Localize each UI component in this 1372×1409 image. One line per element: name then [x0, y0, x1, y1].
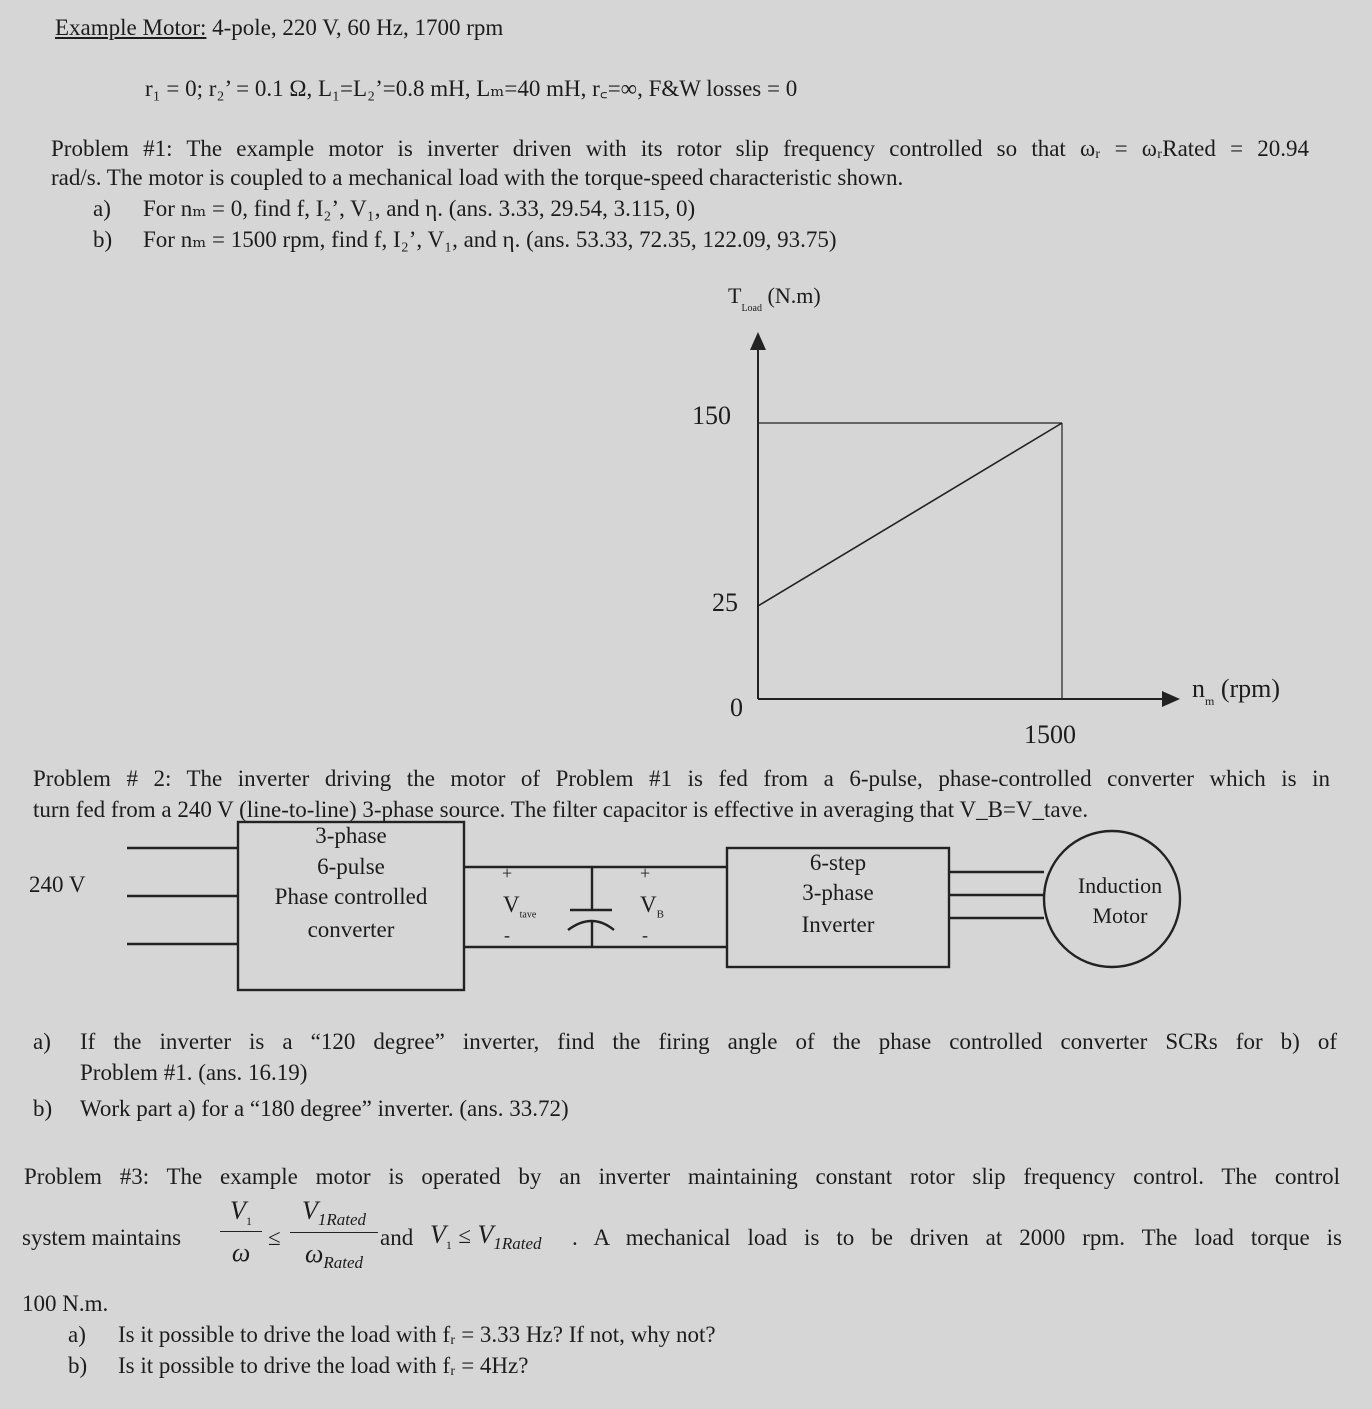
- problem3-a-text: Is it possible to drive the load with fᵣ = 3.33 Hz? If not, why not?: [118, 1322, 716, 1347]
- problem3-a-marker: a): [68, 1322, 86, 1347]
- problem2-b-text: Work part a) for a “180 degree” inverter. (ans. 33.72): [80, 1096, 569, 1121]
- problem2-b-marker: b): [33, 1096, 53, 1121]
- problem3-line3: 100 N.m.: [22, 1291, 109, 1316]
- v1-inequality: [430, 1220, 542, 1254]
- converter-line2: 6-pulse: [317, 854, 385, 879]
- fraction2-numerator-subscript: 1Rated: [317, 1210, 367, 1230]
- vb-minus: -: [642, 925, 648, 945]
- problem1-b-text: For nₘ = 1500 rpm, find f, I₂’, V₁, and η. (ans. 53.33, 72.35, 122.09, 93.75): [143, 227, 837, 252]
- le-sign-2: ≤: [458, 1223, 472, 1248]
- x-tick-1500: 1500: [1024, 720, 1076, 749]
- fraction2-denominator-symbol: ω: [304, 1239, 324, 1269]
- problem2-line1: Problem # 2: The inverter driving the motor of Problem #1 is fed from a 6-pulse, phase-controlled converter which is in: [33, 766, 1330, 791]
- motor-parameters: r₁ = 0; r₂’ = 0.1 Ω, L₁=L₂’=0.8 mH, Lₘ=40 mH, r꜀=∞, F&W losses = 0: [145, 76, 798, 101]
- y-tick-25: 25: [712, 588, 738, 617]
- converter-line1: 3-phase: [315, 823, 387, 848]
- fraction2-numerator-symbol: V: [301, 1196, 318, 1225]
- problem3-line1: Problem #3: The example motor is operated by an inverter maintaining constant rotor slip frequency control. The control: [24, 1164, 1340, 1189]
- header-label: Example Motor:: [55, 15, 207, 40]
- induction-motor-symbol: [1044, 831, 1180, 967]
- problem1-line2: rad/s. The motor is coupled to a mechanical load with the torque-speed characteristic shown.: [51, 165, 904, 190]
- y-axis-label: $T_{Load}$ (N.m): [728, 283, 821, 314]
- and-word: and: [380, 1225, 414, 1250]
- fraction2-denominator: [290, 1232, 378, 1273]
- problem2-line2: turn fed from a 240 V (line-to-line) 3-phase source. The filter capacitor is effective in averaging that V_B=V_tave.: [33, 797, 1089, 822]
- converter-line4: converter: [307, 917, 395, 942]
- y-tick-0: 0: [730, 693, 743, 722]
- vtave-label: V: [503, 892, 520, 917]
- fraction2-numerator: [290, 1196, 378, 1230]
- le-sign-1: ≤: [268, 1225, 281, 1250]
- vb-plus: +: [640, 863, 651, 883]
- vb-subscript: B: [656, 908, 664, 921]
- load-torque-line: [758, 423, 1062, 606]
- v1rated-subscript: 1Rated: [493, 1234, 542, 1254]
- v1-subscript: 1: [445, 1238, 452, 1253]
- converter-line3: Phase controlled: [274, 884, 428, 909]
- motor-line2: Motor: [1092, 903, 1148, 928]
- inverter-line3: Inverter: [801, 912, 875, 937]
- y-tick-150: 150: [692, 401, 731, 430]
- fraction2-denominator-subscript: Rated: [323, 1253, 363, 1273]
- fraction1-numerator-subscript: 1: [245, 1214, 252, 1229]
- problem3-line2-tail: . A mechanical load is to be driven at 2000 rpm. The load torque is: [572, 1225, 1342, 1250]
- v1-symbol: V: [430, 1220, 446, 1249]
- fraction1-numerator-symbol: V: [230, 1196, 246, 1225]
- vtave-minus: -: [504, 925, 510, 945]
- problem3-lead: system maintains: [22, 1225, 182, 1250]
- problem1-a-marker: a): [93, 196, 111, 221]
- problem2-a-line1: If the inverter is a “120 degree” inverter, find the firing angle of the phase controlled converter SCRs for b) of: [80, 1029, 1337, 1054]
- problem1-b-marker: b): [93, 227, 113, 252]
- vb-label: V: [640, 892, 657, 917]
- v1rated-symbol: V: [477, 1220, 494, 1249]
- problem1-a-text: For nₘ = 0, find f, I₂’, V₁, and η. (ans. 3.33, 29.54, 3.115, 0): [143, 196, 696, 221]
- x-axis-label: $n_m$ (rpm): [1192, 674, 1281, 708]
- problem2-a-marker: a): [33, 1029, 51, 1054]
- vb-symbol: [640, 893, 664, 921]
- fraction1-numerator: [220, 1196, 262, 1229]
- inverter-line1: 6-step: [809, 850, 867, 875]
- fraction1-denominator: ω: [220, 1231, 262, 1268]
- source-voltage-label: 240 V: [29, 872, 86, 897]
- header-specs: 4-pole, 220 V, 60 Hz, 1700 rpm: [212, 15, 504, 40]
- vtave-plus: +: [502, 863, 513, 883]
- fraction-v1-over-omega: [220, 1196, 262, 1268]
- problem3-b-text: Is it possible to drive the load with fᵣ = 4Hz?: [118, 1353, 529, 1378]
- problem3-b-marker: b): [68, 1353, 88, 1378]
- problem1-line1: Problem #1: The example motor is inverter driven with its rotor slip frequency controlled so that ωᵣ = ωᵣRated = 20.94: [51, 136, 1309, 161]
- vtave-symbol: [503, 893, 536, 921]
- fraction-rated: [290, 1196, 378, 1273]
- motor-line1: Induction: [1077, 873, 1163, 898]
- vtave-subscript: tave: [519, 909, 537, 921]
- inverter-line2: 3-phase: [802, 880, 874, 905]
- problem2-a-line2: Problem #1. (ans. 16.19): [80, 1060, 308, 1085]
